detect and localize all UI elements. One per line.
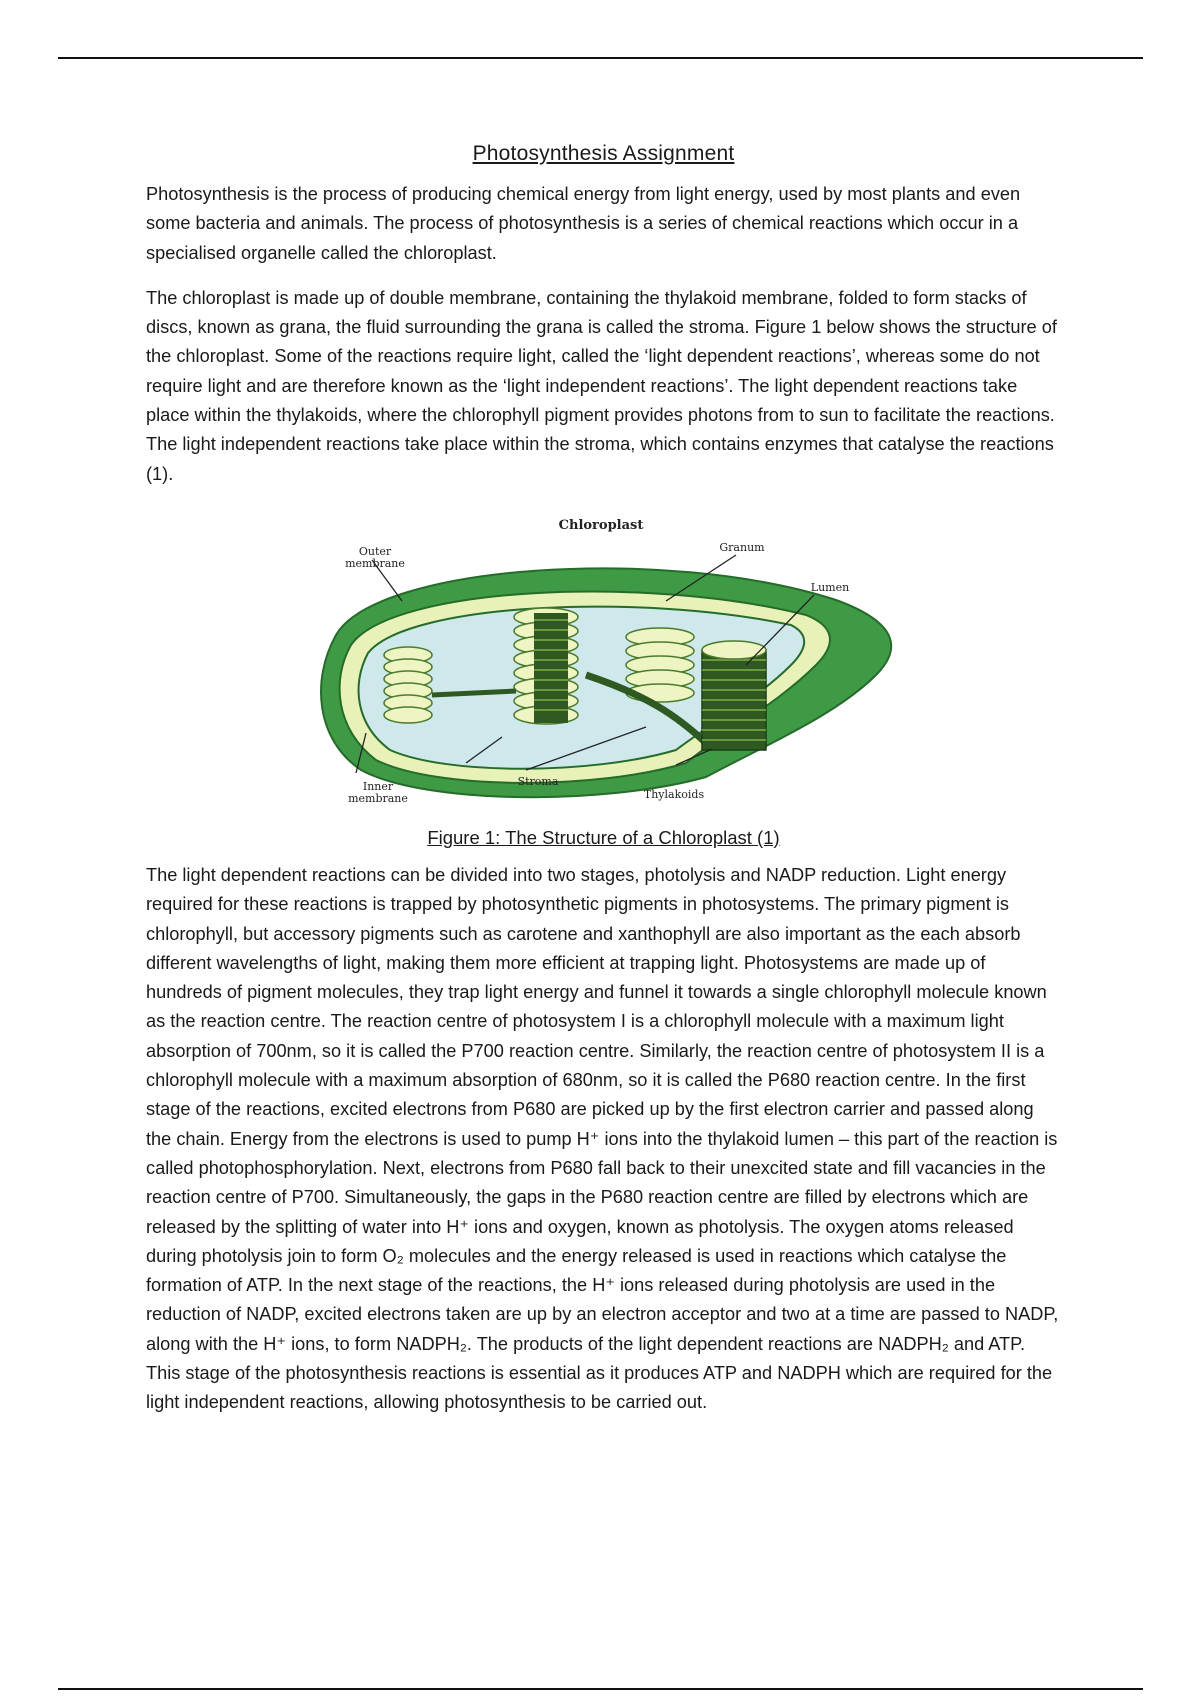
label-granum: Granum: [719, 540, 765, 554]
granum-right: [702, 641, 766, 750]
chloroplast-structure-paragraph: The chloroplast is made up of double membrane, containing the thylakoid membrane, folded to form stacks of discs, known as grana, the fluid surrounding the grana is called the stroma. Figure 1 below shows the structure of the chloroplast. Some of the reactions require light, called the ‘light dependent reactions’, whereas some do not require light and are therefore known as the ‘light independent reactions’. The light dependent reactions take place within the thylakoids, where the chlorophyll pigment provides photons from to sun to facilitate the reactions. The light independent reactions take place within the stroma, which contains enzymes that catalyse the reactions (1).: [146, 287, 1057, 484]
figure-caption: Figure 1: The Structure of a Chloroplast (1): [427, 826, 780, 848]
intro-paragraph: Photosynthesis is the process of producing chemical energy from light energy, used by most plants and even some bacteria and animals. The process of photosynthesis is a series of chemical reactions which occur in a specialised organelle called the chloroplast.: [146, 184, 1021, 263]
granum-right-top: [626, 628, 694, 702]
chloroplast-figure: [146, 505, 1061, 825]
header-rule: [58, 57, 1143, 59]
footer-rule: [58, 1688, 1143, 1690]
chloroplast-diagram: [146, 505, 1061, 825]
label-stroma: Stroma: [517, 774, 559, 788]
label-inner-membrane-2: membrane: [348, 791, 408, 805]
label-outer-membrane-2: membrane: [345, 556, 405, 570]
figure-title: Chloroplast: [558, 517, 644, 533]
page-title: Photosynthesis Assignment: [472, 142, 735, 165]
label-outer-membrane-1: Outer: [358, 544, 392, 558]
light-dependent-paragraph: The light dependent reactions can be divided into two stages, photolysis and NADP reduction. Light energy required for these reactions is trapped by photosynthetic pigments in photosystems. The primary pigment is chlorophyll, but accessory pigments such as carotene and xanthophyll are also important as the each absorb different wavelengths of light, making them more efficient at trapping light. Photosystems are made up of hundreds of pigment molecules, they trap light energy and funnel it towards a single chlorophyll molecule known as the reaction centre. The reaction centre of photosystem I is a chlorophyll molecule with a maximum light absorption of 700nm, so it is called the P700 reaction centre. Similarly, the reaction centre of photosystem II is a chlorophyll molecule with a maximum absorption of 680nm, so it is called the P680 reaction centre. In the first stage of the reactions, excited electrons from P680 are picked up by the first electron carrier and passed along the chain. Energy from the electrons is used to pump H⁺ ions into the thylakoid lumen – this part of the reaction is called photophosphorylation. Next, electrons from P680 fall back to their unexcited state and fill vacancies in the reaction centre of P700. Simultaneously, the gaps in the P680 reaction centre are filled by electrons which are released by the splitting of water into H⁺ ions and oxygen, known as photolysis. The oxygen atoms released during photolysis join to form O₂ molecules and the energy released is used in reactions which catalyse the formation of ATP. In the next stage of the reactions, the H⁺ ions released during photolysis are used in the reduction of NADP, excited electrons taken are up by an electron acceptor and two at a time are passed to NADP, along with the H⁺ ions, to form NADPH₂. The products of the light dependent reactions are NADPH₂ and ATP. This stage of the photosynthesis reactions is essential as it produces ATP and NADPH which are required for the light independent reactions, allowing photosynthesis to be carried out.: [146, 864, 1059, 1413]
document-body: [146, 142, 1061, 1434]
label-thylakoids: Thylakoids: [643, 787, 705, 801]
granum-left: [384, 647, 432, 723]
thylakoid-stack-center: [534, 613, 568, 723]
label-lumen: Lumen: [810, 580, 850, 594]
label-inner-membrane-1: Inner: [362, 779, 394, 793]
